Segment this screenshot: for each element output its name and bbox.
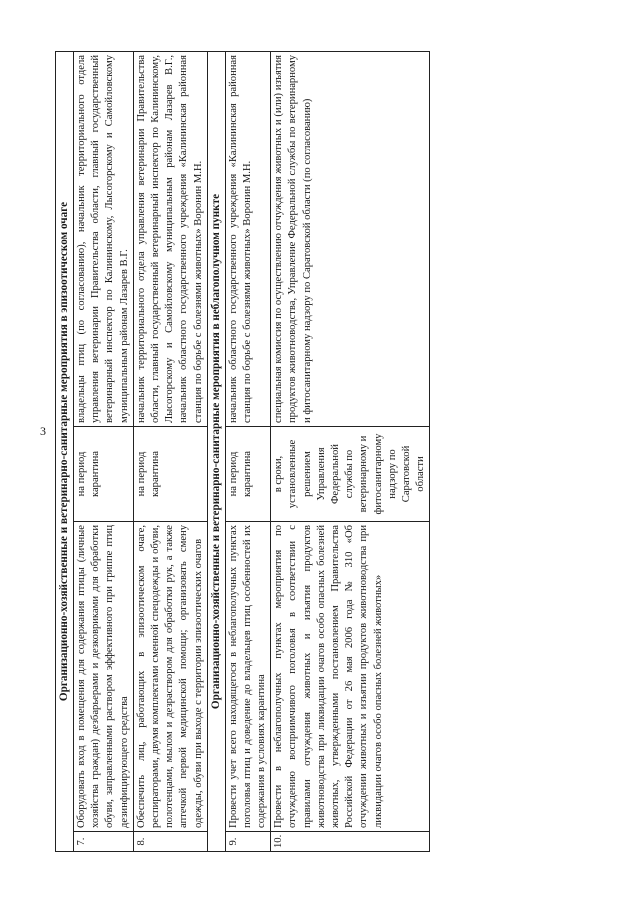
term-cell: на период карантина — [133, 427, 207, 522]
section-header-row — [56, 52, 74, 852]
table-row — [133, 52, 207, 852]
section-title-episootic: Организационно-хозяйственные и ветеринарно-санитарные мероприятия в эпизоотическом очаге — [56, 52, 74, 852]
responsible-cell: владельцы птиц (по согласованию), начальник территориального отдела управления ветеринарии Правительства области, главный государственный ветеринарный инспектор по Калининскому, Лысогорскому и Самойловскому муниципальным районам Лазарев В.Г. — [74, 52, 134, 427]
row-number: 7. — [74, 832, 134, 852]
measure-cell: Оборудовать вход в помещения для содержания птицы (личные хозяйства граждан) дезбарьерами и дезковриками для обработки обуви, заправленными раствором эффективного при гриппе птиц дезинфицирующего средства — [74, 522, 134, 832]
row-number: 9. — [225, 832, 271, 852]
measure-cell: Провести учет всего находящегося в неблагополучных пунктах поголовья птиц и доведение до владельцев птиц особенностей их содержания в условиях карантина — [225, 522, 271, 832]
term-cell: на период карантина — [74, 427, 134, 522]
table-row — [271, 52, 430, 852]
row-number: 8. — [133, 832, 207, 852]
row-number: 10. — [271, 832, 430, 852]
term-cell: на период карантина — [225, 427, 271, 522]
rotated-table-container — [55, 52, 585, 852]
responsible-cell: начальник территориального отдела управления ветеринарии Правительства области, главный государственный ветеринарный инспектор по Калининскому, Лысогорскому и Самойловскому муниципальным районам Лазарев В.Г., начальник областного государственного учреждения «Калининская районная станция по борьбе с болезнями животных» Воронин М.Н. — [133, 52, 207, 427]
term-cell: в сроки, установленные решением Управления Федеральной службы по ветеринарному и фитосанитарному надзору по Саратовской области — [271, 427, 430, 522]
responsible-cell: специальная комиссия по осуществлению отчуждения животных и (или) изъятия продуктов животноводства, Управление Федеральной службы по ветеринарному и фитосанитарному надзору по Саратовской области (по согласованию) — [271, 52, 430, 427]
measure-cell: Обеспечить лиц, работающих в эпизоотическом очаге, респираторами, двумя комплектами сменной спецодежды и обуви, полотенцами, мылом и дезраствором для обработки рук, а также аптечкой первой медицинской помощи; организовать смену одежды, обуви при выходе с территории эпизоотических очагов — [133, 522, 207, 832]
measure-cell: Провести в неблагополучных пунктах мероприятия по отчуждению восприимчивого поголовья в соответствии с правилами отчуждения животных и изъятия продуктов животноводства при ликвидации очагов особо опасных болезней животных, утвержденными постановлением Правительства Российской Федерации от 26 мая 2006 года № 310 «Об отчуждении животных и изъятии продуктов животноводства при ликвидации очагов особо опасных болезней животных» — [271, 522, 430, 832]
measures-table — [55, 51, 430, 852]
table-row — [225, 52, 271, 852]
page-number: 3 — [40, 424, 46, 438]
responsible-cell: начальник областного государственного учреждения «Калининская районная станция по борьбе с болезнями животных» Воронин М.Н. — [225, 52, 271, 427]
section-header-row — [207, 52, 225, 852]
section-title-unfavorable-point: Организационно-хозяйственные и ветеринарно-санитарные мероприятия в неблагополучном пункте — [207, 52, 225, 852]
table-row — [74, 52, 134, 852]
